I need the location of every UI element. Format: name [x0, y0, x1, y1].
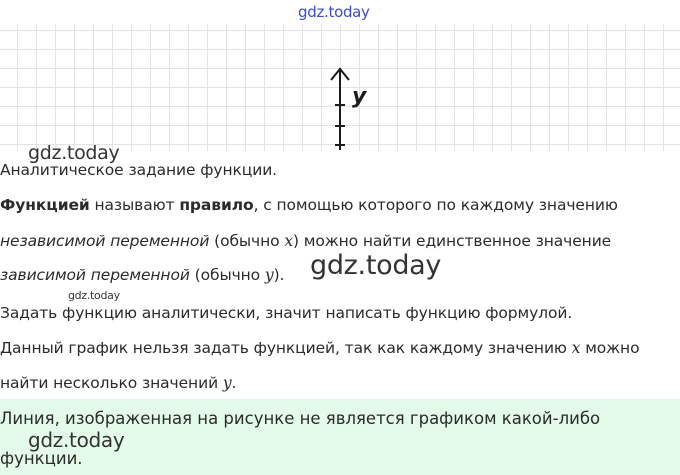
y-axis-label: y	[352, 84, 367, 109]
watermark: gdz.today	[28, 142, 120, 164]
math-variable: y	[222, 374, 232, 392]
watermark: gdz.today	[298, 3, 370, 21]
definition-line-3: зависимой переменной (обычно y).	[0, 266, 285, 284]
definition-line-1: Функцией называют правило, с помощью которого по каждому значению	[0, 196, 618, 214]
bold-term: правило	[179, 196, 254, 214]
definition-line-2: независимой переменной (обычно x) можно найти единственное значение	[0, 232, 612, 250]
reasoning-line-1: Данный график нельзя задать функцией, так как каждому значению x можно	[0, 339, 640, 357]
explanation-line: Задать функцию аналитически, значит написать функцию формулой.	[0, 304, 573, 322]
answer-line-1: Линия, изображенная на рисунке не является графиком какой-либо	[0, 409, 601, 428]
math-variable: y	[264, 266, 274, 284]
watermark: gdz.today	[310, 250, 442, 281]
reasoning-line-2: найти несколько значений y.	[0, 374, 237, 392]
section-heading: Аналитическое задание функции.	[0, 161, 278, 179]
answer-line-2: функции.	[0, 449, 83, 468]
watermark: gdz.today	[68, 289, 120, 302]
bold-term: Функцией	[0, 196, 90, 214]
italic-term: зависимой переменной	[0, 266, 190, 284]
y-axis-arrow	[320, 64, 360, 154]
watermark: gdz.today	[28, 428, 125, 452]
math-variable: x	[571, 339, 581, 357]
italic-term: независимой переменной	[0, 232, 210, 250]
math-variable: x	[284, 232, 294, 250]
